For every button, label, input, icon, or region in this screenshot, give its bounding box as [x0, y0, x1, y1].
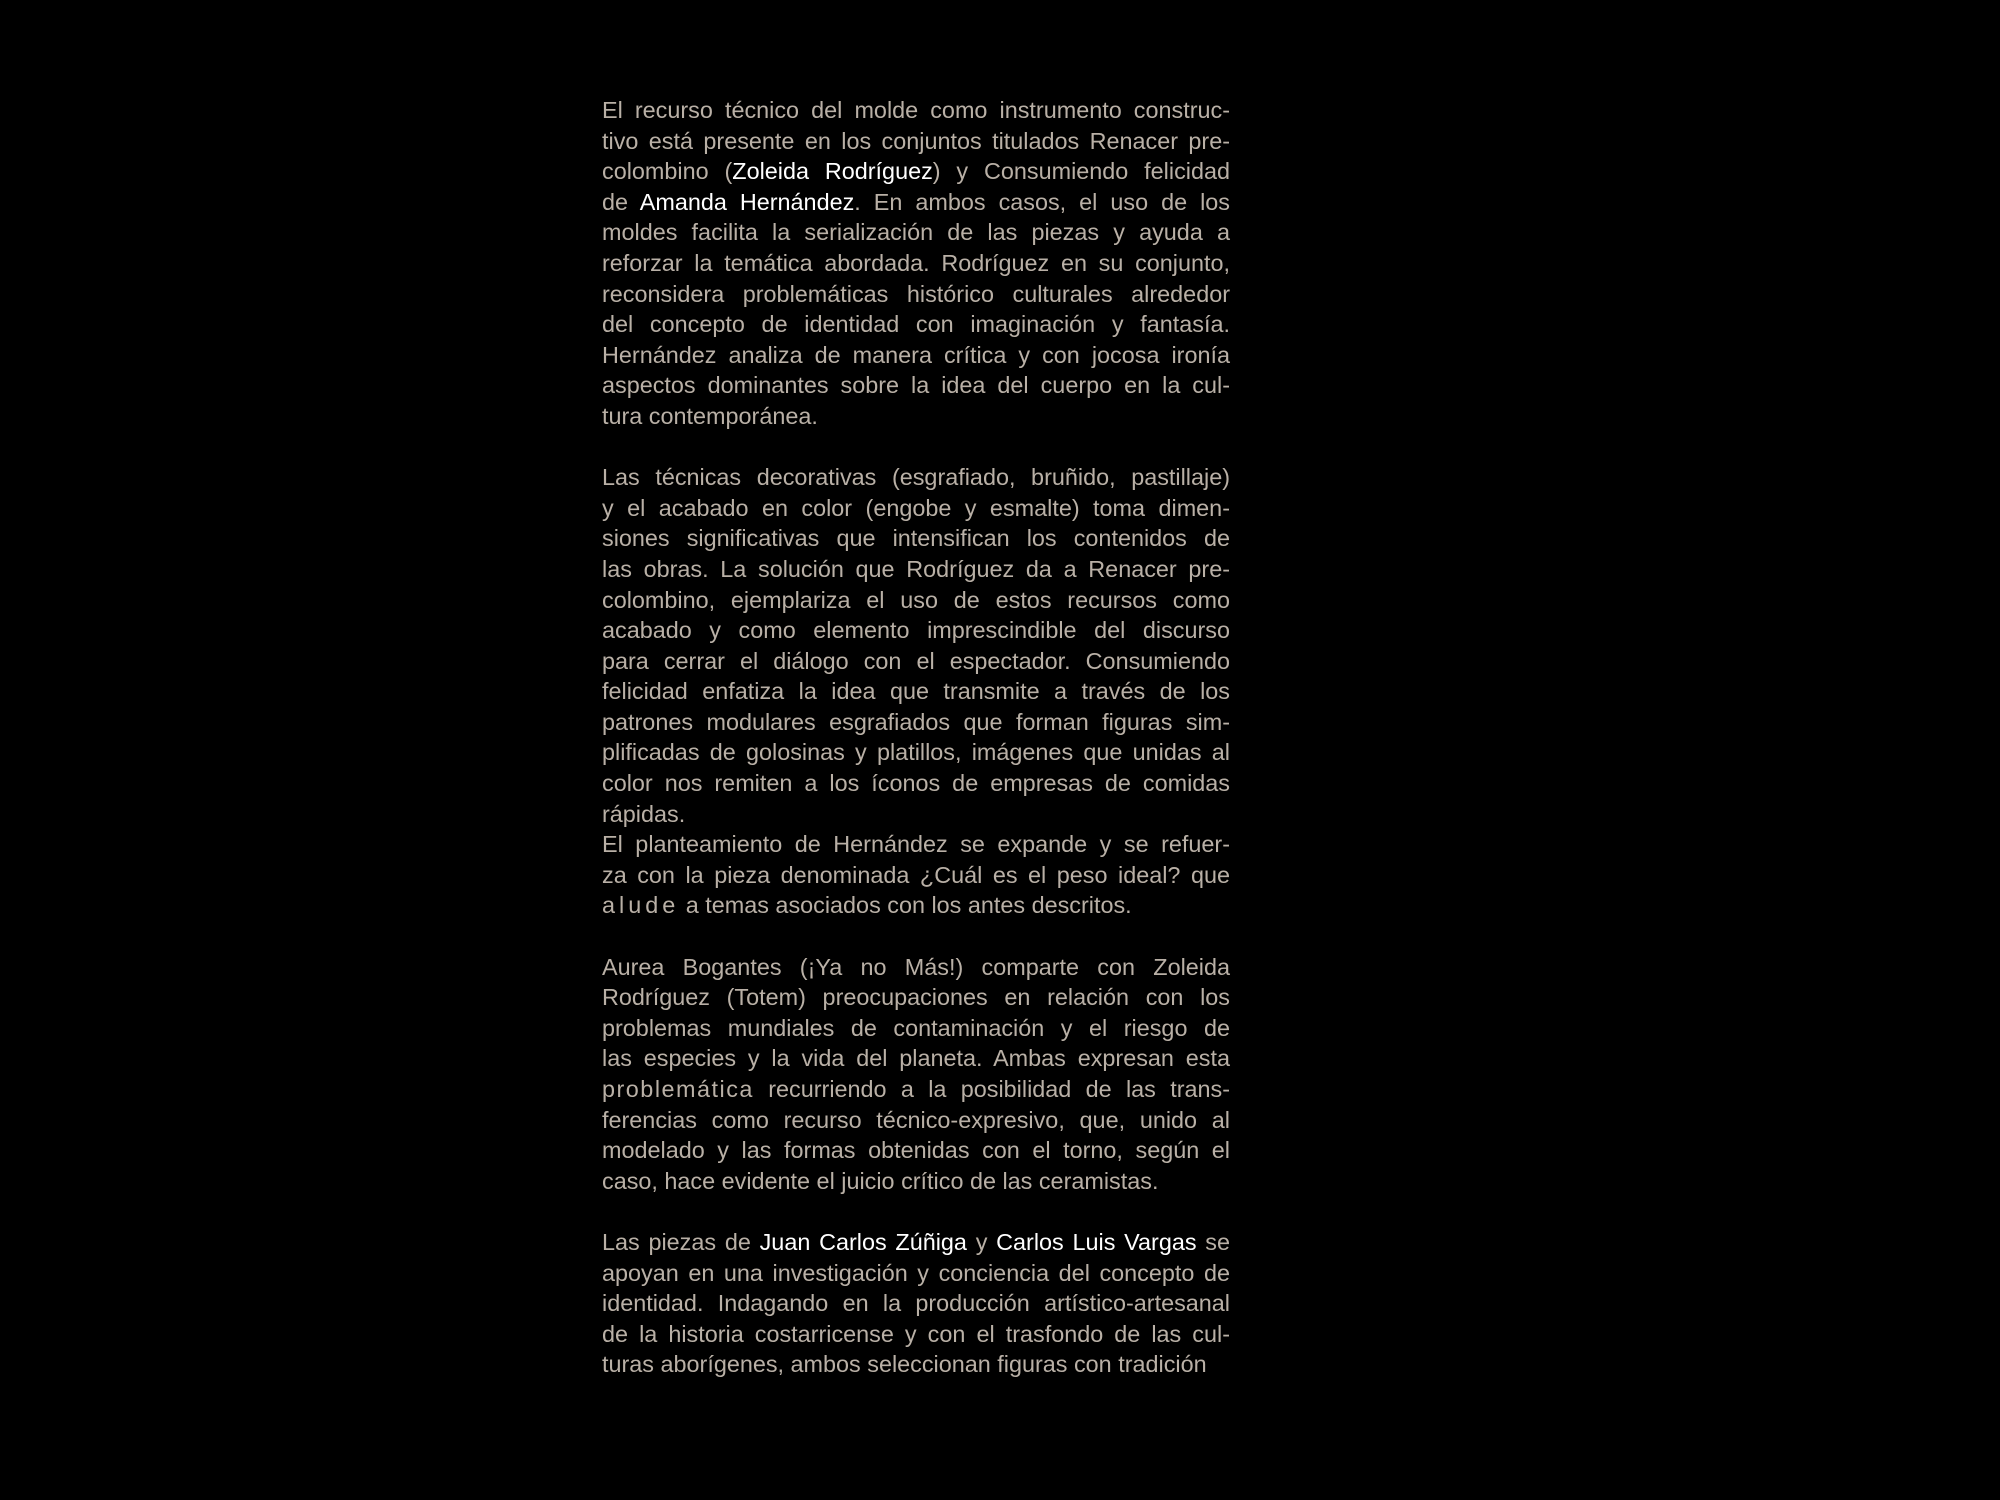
paragraph-gap	[602, 432, 1230, 463]
text-line	[602, 799, 1230, 830]
text-segment: de la historia costarricense y con el trasfondo de las cul-	[602, 1320, 1230, 1347]
paragraph	[602, 95, 1230, 432]
text-segment: problemas mundiales de contaminación y el riesgo de	[602, 1014, 1230, 1041]
text-column	[602, 95, 1230, 1380]
text-segment: alude	[602, 892, 680, 919]
text-segment: felicidad enfatiza la idea que transmite a través de los	[602, 678, 1230, 705]
text-segment: za con la pieza denominada ¿Cuál es el peso ideal? que	[602, 861, 1230, 888]
text-line	[602, 1319, 1230, 1350]
text-line	[602, 493, 1230, 524]
text-line	[602, 340, 1230, 371]
text-line	[602, 829, 1230, 860]
text-segment: Hernández analiza de manera crítica y con jocosa ironía	[602, 341, 1230, 368]
paragraph	[602, 462, 1230, 921]
text-segment: recurriendo a la posibilidad de las trans-	[753, 1076, 1230, 1102]
text-segment: reconsidera problemáticas histórico culturales alrededor	[602, 280, 1230, 307]
text-line	[602, 1258, 1230, 1289]
text-line	[602, 585, 1230, 616]
text-segment: las obras. La solución que Rodríguez da a Renacer pre-	[602, 555, 1230, 582]
text-line	[602, 1166, 1230, 1197]
text-line	[602, 462, 1230, 493]
highlighted-name: Carlos Luis Vargas	[996, 1228, 1197, 1255]
text-line	[602, 248, 1230, 279]
text-line	[602, 615, 1230, 646]
text-segment: problemática	[602, 1076, 754, 1102]
text-segment: reforzar la temática abordada. Rodríguez en su conjunto,	[602, 249, 1230, 276]
text-segment: apoyan en una investigación y conciencia del concepto de	[602, 1259, 1230, 1286]
text-line	[602, 860, 1230, 891]
text-line	[602, 890, 1230, 921]
text-line	[602, 1105, 1230, 1136]
text-segment: las especies y la vida del planeta. Ambas expresan esta	[602, 1045, 1230, 1072]
text-line	[602, 217, 1230, 248]
text-line	[602, 1074, 1230, 1105]
text-line	[602, 1349, 1230, 1380]
text-line	[602, 676, 1230, 707]
text-line	[602, 126, 1230, 157]
text-segment: de	[602, 188, 640, 215]
text-segment: identidad. Indagando en la producción artístico-artesanal	[602, 1290, 1230, 1317]
text-segment: El planteamiento de Hernández se expande y se refuer-	[602, 831, 1230, 858]
text-segment: y	[966, 1228, 997, 1255]
text-segment: Las técnicas decorativas (esgrafiado, bruñido, pastillaje)	[602, 464, 1230, 491]
text-segment: tura contemporánea.	[602, 402, 818, 429]
text-segment: y el acabado en color (engobe y esmalte) toma dimen-	[602, 494, 1230, 521]
text-segment: Las piezas de	[602, 1228, 760, 1255]
highlighted-name: Juan Carlos Zúñiga	[759, 1228, 967, 1255]
text-segment: se	[1196, 1228, 1231, 1255]
text-line	[602, 523, 1230, 554]
text-segment: patrones modulares esgrafiados que forman figuras sim-	[602, 708, 1230, 735]
highlighted-name: Zoleida Rodríguez	[732, 158, 933, 185]
text-segment: ferencias como recurso técnico-expresivo, que, unido al	[602, 1106, 1230, 1133]
text-segment: Rodríguez (Totem) preocupaciones en relación con los	[602, 984, 1230, 1011]
text-segment: color nos remiten a los íconos de empresas de comidas	[602, 770, 1230, 797]
text-line	[602, 554, 1230, 585]
text-line	[602, 952, 1230, 983]
text-segment: plificadas de golosinas y platillos, imágenes que unidas al	[602, 739, 1230, 766]
text-line	[602, 1043, 1230, 1074]
text-line	[602, 1135, 1230, 1166]
text-line	[602, 370, 1230, 401]
paragraph-gap	[602, 1196, 1230, 1227]
text-segment: moldes facilita la serialización de las piezas y ayuda a	[602, 219, 1230, 246]
text-line	[602, 646, 1230, 677]
paragraph-gap	[602, 921, 1230, 952]
text-segment: ) y Consumiendo felicidad	[932, 158, 1230, 185]
text-segment: a temas asociados con los antes descritos.	[679, 892, 1132, 919]
text-line	[602, 737, 1230, 768]
text-segment: siones significativas que intensifican los contenidos de	[602, 525, 1230, 552]
text-segment: para cerrar el diálogo con el espectador. Consumiendo	[602, 647, 1230, 674]
text-line	[602, 95, 1230, 126]
text-segment: . En ambos casos, el uso de los	[854, 188, 1230, 215]
text-line	[602, 279, 1230, 310]
text-segment: rápidas.	[602, 800, 686, 827]
text-line	[602, 401, 1230, 432]
text-segment: aspectos dominantes sobre la idea del cuerpo en la cul-	[602, 372, 1230, 399]
text-segment: colombino (	[602, 158, 733, 185]
text-segment: acabado y como elemento imprescindible del discurso	[602, 617, 1230, 644]
paragraph	[602, 952, 1230, 1197]
text-segment: tivo está presente en los conjuntos titulados Renacer pre-	[602, 127, 1230, 154]
text-segment: caso, hace evidente el juicio crítico de las ceramistas.	[602, 1167, 1159, 1194]
text-segment: colombino, ejemplariza el uso de estos recursos como	[602, 586, 1230, 613]
highlighted-name: Amanda Hernández	[639, 188, 855, 215]
text-line	[602, 707, 1230, 738]
text-segment: Aurea Bogantes (¡Ya no Más!) comparte con Zoleida	[602, 953, 1230, 980]
text-segment: El recurso técnico del molde como instrumento construc-	[602, 97, 1230, 123]
text-line	[602, 768, 1230, 799]
text-segment: turas aborígenes, ambos seleccionan figuras con tradición	[602, 1351, 1207, 1378]
text-line	[602, 309, 1230, 340]
text-line	[602, 156, 1230, 187]
text-line	[602, 1013, 1230, 1044]
text-segment: modelado y las formas obtenidas con el torno, según el	[602, 1137, 1230, 1164]
text-line	[602, 187, 1230, 218]
paragraph	[602, 1227, 1230, 1380]
text-line	[602, 982, 1230, 1013]
text-line	[602, 1288, 1230, 1319]
text-segment: del concepto de identidad con imaginación y fantasía.	[602, 311, 1230, 338]
text-line	[602, 1227, 1230, 1258]
